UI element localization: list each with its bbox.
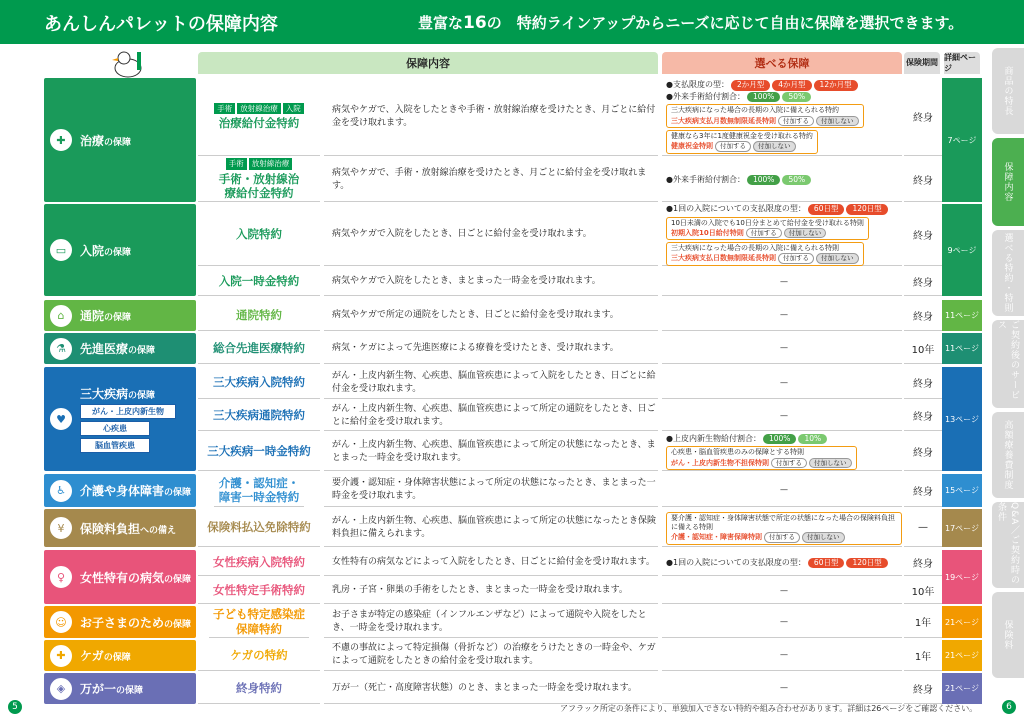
section-senshin: ⚗ 先進医療の保障	[44, 333, 196, 364]
options-josei-shujutsu: —	[662, 578, 902, 604]
column-header-content: 保障内容	[198, 52, 658, 74]
term-kodomo: 1年	[904, 606, 942, 638]
option-box-hokenryo: 要介護・認知症・身体障害状態で所定の状態になった場合の保険料負担に備える特則 介護・認知症・障害保障特則 付加する 付加しない	[666, 512, 902, 545]
options-josei-nyuin: ●1回の入院についての支払限度の型： 60日型 120日型	[662, 550, 902, 576]
desc-sandai-nyuin: がん・上皮内新生物、心疾患、脳血管疾患によって入院をしたとき、日ごとに給付金を受け取れます。	[324, 367, 658, 399]
rider-hokenryo: 保険料払込免除特約	[198, 509, 320, 547]
section-tsuin: ⌂ 通院の保障	[44, 300, 196, 331]
rider-josei-shujutsu: 女性特定手術特約	[198, 578, 320, 604]
page-subtitle: 豊富な16の 特約ラインアップからニーズに応じて自由に保障を選択できます。	[418, 13, 964, 33]
no-add-button[interactable]: 付加しない	[784, 228, 827, 238]
wallet-icon: ¥	[48, 515, 74, 541]
child-icon: ☺	[48, 609, 74, 635]
add-button[interactable]: 付加する	[746, 228, 782, 238]
section-kega: ✚ ケガの保障	[44, 640, 196, 671]
option-box-sandai: 心疾患・脳血管疾患のみの保障とする特則 がん・上皮内新生物不担保特則 付加する 付加しない	[666, 446, 857, 470]
term-nyuin: 終身	[904, 204, 942, 266]
options-kodomo: —	[662, 606, 902, 638]
options-kega: —	[662, 640, 902, 671]
desc-nyuin-ichijikin: 病気やケガで入院をしたとき、まとまった一時金を受け取れます。	[324, 268, 658, 296]
rider-shushin: 終身特約	[198, 673, 320, 704]
medical-icon: ✚	[48, 127, 74, 153]
no-add-button[interactable]: 付加しない	[753, 141, 796, 151]
desc-sandai-ichijikin: がん・上皮内新生物、心疾患、脳血管疾患によって所定の状態になったとき、まとまった一時金を受け取れます。	[324, 433, 658, 471]
add-button[interactable]: 付加する	[778, 253, 814, 263]
page-ref-tsuin[interactable]: 11ページ	[942, 300, 982, 331]
options-hokenryo	[662, 509, 902, 547]
column-header-page: 詳細ページ	[944, 52, 980, 74]
desc-kodomo: お子さまが特定の感染症（インフルエンザなど）によって通院や入院をしたとき、一時金を受け取れます。	[324, 606, 658, 638]
page-number-right: 6	[1002, 700, 1016, 714]
page-ref-josei[interactable]: 19ページ	[942, 550, 982, 604]
options-shushin: —	[662, 673, 902, 704]
add-button[interactable]: 付加する	[778, 116, 814, 126]
side-tab-coverage[interactable]: 保障内容	[992, 138, 1024, 226]
wheelchair-icon: ♿	[48, 478, 74, 504]
add-button[interactable]: 付加する	[771, 458, 807, 468]
options-sandai-nyuin: —	[662, 367, 902, 399]
section-manga: ◈ 万が一の保障	[44, 673, 196, 704]
rider-shujutsu: 手術 放射線治療 手術・放射線治療給付金特約	[198, 158, 320, 202]
options-nyuin-ichijikin: —	[662, 268, 902, 296]
page-number-left: 5	[8, 700, 22, 714]
options-sandai-tsuin: —	[662, 401, 902, 431]
sub-label-gan: がん・上皮内新生物	[80, 404, 176, 419]
hospital-icon: ⌂	[48, 303, 74, 329]
column-header-options: 選べる保障	[662, 52, 902, 74]
mascot-duck-illustration	[104, 46, 152, 78]
term-tsuin: 終身	[904, 300, 942, 331]
sub-label-nou: 脳血管疾患	[80, 438, 150, 453]
desc-josei-shujutsu: 乳房・子宮・卵巣の手術をしたとき、まとまった一時金を受け取れます。	[324, 578, 658, 604]
page-ref-kodomo[interactable]: 21ページ	[942, 606, 982, 638]
rider-josei-nyuin: 女性疾病入院特約	[198, 550, 320, 576]
rider-nyuin: 入院特約	[198, 204, 320, 266]
footer-note: アフラック所定の条件により、単独加入できない特約や組み合わせがあります。詳細は26ページをご確認ください。	[560, 704, 978, 713]
desc-kaigo: 要介護・認知症・身体障害状態によって所定の状態になったとき、まとまった一時金を受け取れます。	[324, 474, 658, 507]
term-josei-shujutsu: 10年	[904, 578, 942, 604]
option-box-nyuin-1: 10日未満の入院でも10日分まとめて給付金を受け取れる特則 初期入院10日給付特則 付加する 付加しない	[666, 217, 869, 241]
term-shushin: 終身	[904, 673, 942, 704]
no-add-button[interactable]: 付加しない	[809, 458, 852, 468]
page-header	[0, 0, 1024, 44]
rider-tsuin: 通院特約	[198, 300, 320, 331]
no-add-button[interactable]: 付加しない	[802, 532, 845, 542]
page-ref-sandai[interactable]: 13ページ	[942, 367, 982, 471]
term-sandai-ichijikin: 終身	[904, 433, 942, 471]
rider-senshin: 総合先進医療特約	[198, 333, 320, 364]
desc-sandai-tsuin: がん・上皮内新生物、心疾患、脳血管疾患によって所定の通院をしたとき、日ごとに給付金を受け取れます。	[324, 401, 658, 431]
sub-label-shin: 心疾患	[80, 421, 150, 436]
term-sandai-nyuin: 終身	[904, 367, 942, 399]
shield-icon: ◈	[48, 676, 74, 702]
bandage-icon: ✚	[48, 643, 74, 669]
bed-icon: ▭	[48, 237, 74, 263]
page-ref-hokenryo[interactable]: 17ページ	[942, 509, 982, 547]
side-tab-premium[interactable]: 保険料	[992, 592, 1024, 678]
rider-nyuin-ichijikin: 入院一時金特約	[198, 268, 320, 296]
rider-kaigo: 介護・認知症・障害一時金特約	[214, 474, 304, 507]
desc-chiryo: 病気やケガで、入院をしたときや手術・放射線治療を受けたとき、月ごとに給付金を受け取れます。	[324, 78, 658, 156]
section-chiryo: ✚ 治療の保障	[44, 78, 196, 202]
page-ref-kega[interactable]: 21ページ	[942, 640, 982, 671]
column-header-term: 保険期間	[904, 52, 940, 74]
page-title: あんしんパレットの保障内容	[44, 14, 278, 35]
desc-shujutsu: 病気やケガで、手術・放射線治療を受けたとき、月ごとに給付金を受け取れます。	[324, 158, 658, 202]
page-ref-nyuin[interactable]: 9ページ	[942, 204, 982, 296]
side-tab-services[interactable]: ご契約後のサービス	[992, 320, 1024, 408]
term-kega: 1年	[904, 640, 942, 671]
section-hokenryo: ¥ 保険料負担への備え	[44, 509, 196, 547]
term-nyuin-ichijikin: 終身	[904, 268, 942, 296]
desc-hokenryo: がん・上皮内新生物、心疾患、脳血管疾患によって所定の状態になったとき保険料負担に備えられます。	[324, 509, 658, 547]
page-ref-kaigo[interactable]: 15ページ	[942, 474, 982, 507]
rider-kega: ケガの特約	[198, 640, 320, 671]
page-ref-senshin[interactable]: 11ページ	[942, 333, 982, 364]
no-add-button[interactable]: 付加しない	[816, 253, 859, 263]
term-josei-nyuin: 終身	[904, 550, 942, 576]
desc-shushin: 万が一（死亡・高度障害状態）のとき、まとまった一時金を受け取れます。	[324, 673, 658, 704]
add-button[interactable]: 付加する	[715, 141, 751, 151]
woman-icon: ♀	[48, 564, 74, 590]
section-josei: ♀ 女性特有の病気の保障	[44, 550, 196, 604]
term-kaigo: 終身	[904, 474, 942, 507]
section-nyuin: ▭ 入院の保障	[44, 204, 196, 296]
options-chiryo: ●支払限度の型： 2か月型 4か月型 12か月型 ●外来手術給付割合： 100% 50% 三大疾病になった場合の長期の入院に備えられる特約 三大疾病支払月数無制限延長特則 付加する 付加しない 健康なら3年に1度健康祝金を受け取れる特約 健康祝金特則 付加する 付加しない	[662, 78, 902, 156]
desc-kega: 不慮の事故によって特定損傷（骨折など）の治療をうけたときの一時金や、ケガによって通院をしたときの給付金を受け取れます。	[324, 640, 658, 671]
side-tab-medical-cost[interactable]: 高額療養費制度	[992, 412, 1024, 498]
option-box-chiryo-2: 健康なら3年に1度健康祝金を受け取れる特約 健康祝金特則 付加する 付加しない	[666, 130, 818, 154]
side-tab-features[interactable]: 商品の特長	[992, 48, 1024, 134]
section-kodomo: ☺ お子さまのための保障	[44, 606, 196, 638]
section-sandai: ♥ 三大疾病の保障 がん・上皮内新生物 心疾患 脳血管疾患	[44, 367, 196, 471]
rider-chiryo: 手術 放射線治療 入院 治療給付金特約	[198, 78, 320, 156]
no-add-button[interactable]: 付加しない	[816, 116, 859, 126]
desc-senshin: 病気・ケガによって先進医療による療養を受けたとき、受け取れます。	[324, 333, 658, 364]
term-sandai-tsuin: 終身	[904, 401, 942, 431]
side-tab-qa[interactable]: Q&A／ご契約時の条件	[992, 502, 1024, 588]
options-senshin: —	[662, 333, 902, 364]
term-shujutsu: 終身	[904, 158, 942, 202]
desc-tsuin: 病気やケガで所定の通院をしたとき、日ごとに給付金を受け取れます。	[324, 300, 658, 331]
options-kaigo: —	[662, 474, 902, 507]
term-hokenryo: —	[904, 509, 942, 547]
options-sandai-ichijikin: ●上皮内新生物給付割合： 100% 10% 心疾患・脳血管疾患のみの保障とする特則 がん・上皮内新生物不担保特則 付加する 付加しない	[662, 433, 902, 471]
side-tab-riders[interactable]: 選べる特約・特則	[992, 230, 1024, 316]
desc-nyuin: 病気やケガで入院をしたとき、日ごとに給付金を受け取れます。	[324, 204, 658, 266]
rider-kodomo: 子ども特定感染症保障特約	[209, 606, 309, 638]
options-tsuin: —	[662, 300, 902, 331]
page-ref-manga[interactable]: 21ページ	[942, 673, 982, 704]
add-button[interactable]: 付加する	[764, 532, 800, 542]
rider-sandai-ichijikin: 三大疾病一時金特約	[198, 433, 320, 471]
option-box-chiryo-1: 三大疾病になった場合の長期の入院に備えられる特約 三大疾病支払月数無制限延長特則 付加する 付加しない	[666, 104, 864, 128]
microscope-icon: ⚗	[48, 336, 74, 362]
term-chiryo: 終身	[904, 78, 942, 156]
rider-sandai-nyuin: 三大疾病入院特約	[198, 367, 320, 399]
options-shujutsu: ●外来手術給付割合： 100% 50%	[662, 158, 902, 202]
rider-sandai-tsuin: 三大疾病通院特約	[198, 401, 320, 431]
section-kaigo: ♿ 介護や身体障害の保障	[44, 474, 196, 507]
term-senshin: 10年	[904, 333, 942, 364]
option-box-nyuin-2: 三大疾病になった場合の長期の入院に備えられる特則 三大疾病支払日数無制限延長特則 付加する 付加しない	[666, 242, 864, 266]
heart-icon: ♥	[48, 406, 74, 432]
desc-josei-nyuin: 女性特有の病気などによって入院をしたとき、日ごとに給付金を受け取れます。	[324, 550, 658, 576]
options-nyuin: ●1回の入院についての支払限度の型： 60日型 120日型 10日未満の入院でも10日分まとめて給付金を受け取れる特則 初期入院10日給付特則 付加する 付加しない 三大疾病になった場合の長期の入院に備えられる特則 三大疾病支払日数無制限延長特則 付加する 付加しない	[662, 204, 902, 266]
page-ref-chiryo[interactable]: 7ページ	[942, 78, 982, 202]
